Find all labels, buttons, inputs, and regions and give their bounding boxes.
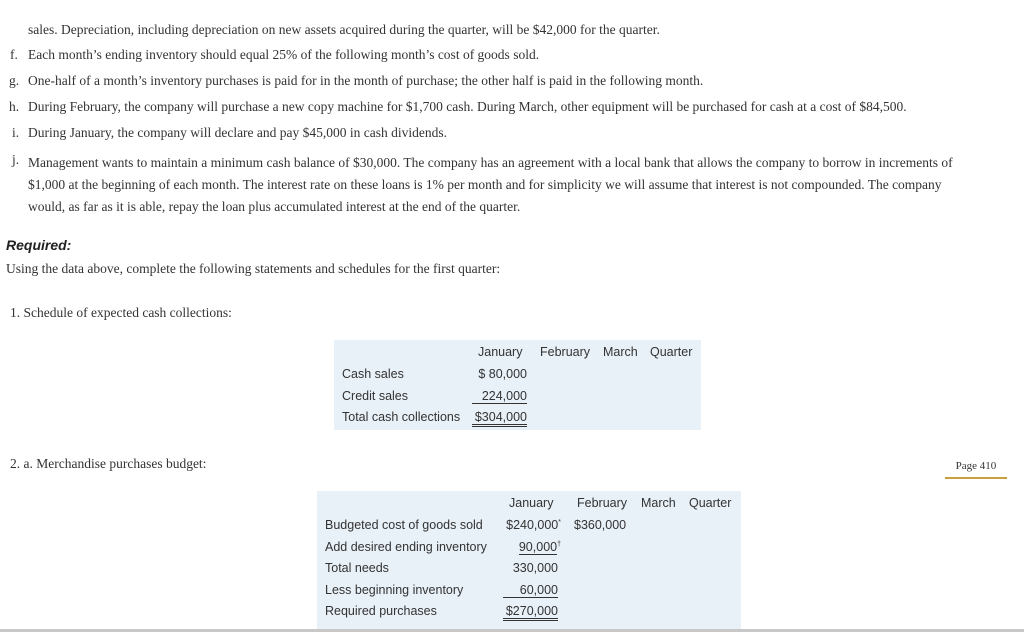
budgeted-cogs-january: $240,000* — [506, 518, 561, 532]
page-number-label: Page 410 — [945, 455, 1007, 479]
col-header-january: January — [478, 345, 523, 359]
row-label-cash-sales: Cash sales — [342, 367, 404, 381]
item-f-text: Each month’s ending inventory should equal 25% of the following month’s cost of goods sold. — [28, 47, 540, 62]
row-label-desired-ending-inventory: Add desired ending inventory — [325, 540, 487, 554]
row-label-budgeted-cogs: Budgeted cost of goods sold — [325, 518, 483, 532]
item-f-marker: f. — [10, 47, 18, 62]
item-j-marker: j. — [12, 152, 20, 167]
item-h-marker: h. — [9, 99, 20, 114]
col-header-february: February — [540, 345, 591, 359]
desired-ending-inventory-january: 90,000† — [518, 540, 561, 554]
item-e-continuation: sales. Depreciation, including depreciation on new assets acquired during the quarter, will be $42,000 for the quarter. — [28, 22, 660, 37]
col-header-quarter: Quarter — [689, 496, 732, 510]
item-g-text: One-half of a month’s inventory purchases is paid for in the month of purchase; the other half is paid in the following month. — [28, 73, 704, 88]
item-j-text: Management wants to maintain a minimum cash balance of $30,000. The company has an agreement with a local bank that allows the company to borrow in increments of $1,000 at the beginning of each month. The interest rate on these loans is 1% per month and for simplicity we will assume that interest is not compounded. The company would, as far as it is able, repay the loan plus accumulated interest at the end of the quarter. — [28, 155, 953, 214]
cash-collections-table — [334, 340, 701, 430]
total-needs-january: 330,000 — [512, 561, 558, 575]
required-text: Using the data above, complete the following statements and schedules for the first quarter: — [6, 261, 501, 276]
item-h-text: During February, the company will purchase a new copy machine for $1,700 cash. During March, other equipment will be purchased for cash at a cost of $84,500. — [28, 99, 907, 114]
required-heading: Required: — [6, 237, 72, 253]
footnote-marker-asterisk: * — [558, 518, 561, 526]
col-header-march: March — [603, 345, 638, 359]
col-header-january: January — [509, 496, 554, 510]
budgeted-cogs-february: $360,000 — [574, 518, 627, 532]
row-label-total-cash-collections: Total cash collections — [342, 410, 461, 424]
question-1-label: 1. Schedule of expected cash collections: — [10, 305, 232, 320]
item-i-marker: i. — [12, 125, 20, 140]
total-cash-collections-january: $304,000 — [472, 410, 527, 427]
col-header-february: February — [577, 496, 628, 510]
question-2a-label: 2. a. Merchandise purchases budget: — [10, 456, 207, 471]
cash-sales-january: $ 80,000 — [478, 367, 527, 381]
credit-sales-january: 224,000 — [472, 389, 527, 404]
item-g-marker: g. — [9, 73, 20, 88]
row-label-total-needs: Total needs — [325, 561, 389, 575]
row-label-beginning-inventory: Less beginning inventory — [325, 583, 464, 597]
col-header-march: March — [641, 496, 676, 510]
footnote-marker-dagger: † — [557, 540, 561, 548]
item-i-text: During January, the company will declare and pay $45,000 in cash dividends. — [28, 125, 448, 140]
merchandise-purchases-table — [317, 491, 741, 632]
col-header-quarter: Quarter — [650, 345, 693, 359]
beginning-inventory-january: 60,000 — [503, 583, 558, 598]
required-purchases-january: $270,000 — [503, 604, 558, 621]
row-label-credit-sales: Credit sales — [342, 389, 408, 403]
row-label-required-purchases: Required purchases — [325, 604, 437, 618]
